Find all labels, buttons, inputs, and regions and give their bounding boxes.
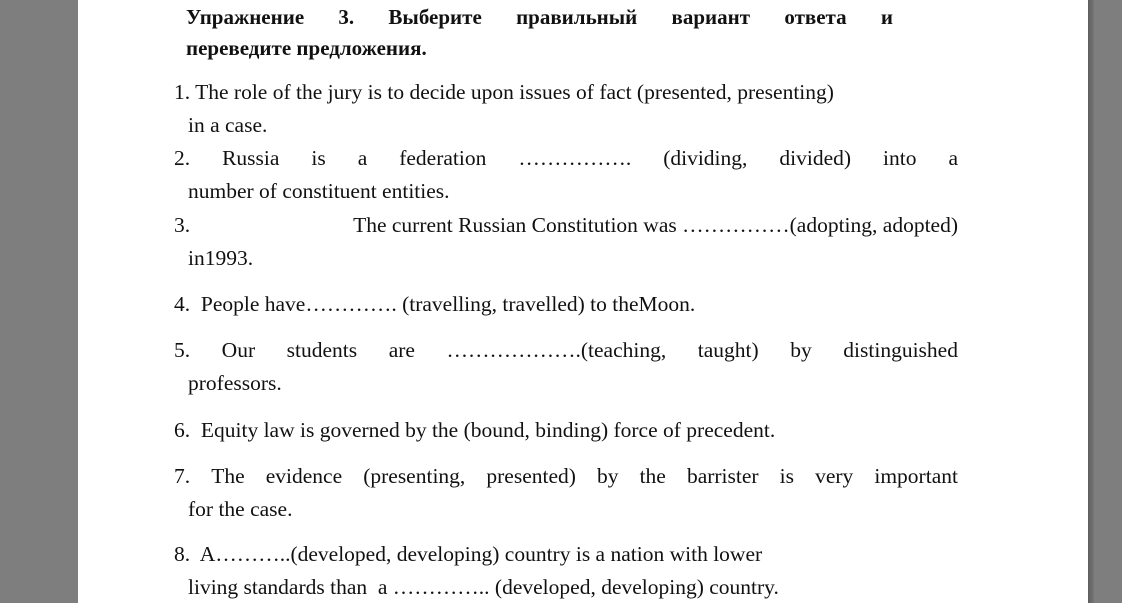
- item-word: (dividing,: [663, 146, 748, 170]
- item-word: a: [948, 146, 958, 170]
- item-continuation: number of constituent entities.: [188, 179, 450, 203]
- item-word: presented): [486, 464, 576, 488]
- item-word: evidence: [265, 464, 343, 488]
- item-first-line: [174, 334, 958, 367]
- heading-word: Выберите: [388, 5, 482, 29]
- item-first-line: [174, 288, 958, 321]
- item-word: federation: [399, 146, 487, 170]
- item-continuation: for the case.: [188, 497, 293, 521]
- item-text: 8. A………..(developed, developing) country is a nation with lower: [174, 542, 763, 566]
- exercise-item-2: [174, 142, 958, 208]
- item-continuation: living standards than a ………….. (developed, developing) country.: [188, 575, 779, 599]
- item-word: important: [874, 464, 958, 488]
- heading-line-1-words: [186, 2, 893, 33]
- item-word: very: [815, 464, 854, 488]
- item-text: 1. The role of the jury is to decide upon issues of fact (presented, presenting): [174, 80, 834, 104]
- item-text: The current Russian Constitution was ……………(adopting, adopted): [353, 213, 958, 237]
- item-word: The: [211, 464, 245, 488]
- heading-word: Упражнение: [186, 5, 305, 29]
- item-word: is: [779, 464, 794, 488]
- item-word: ……………….(teaching,: [446, 338, 667, 362]
- item-first-line: [174, 538, 958, 571]
- item-number: 3.: [174, 213, 191, 237]
- item-blank: …………….: [518, 146, 632, 170]
- item-word: distinguished: [843, 338, 958, 362]
- exercise-item-6: [174, 414, 958, 447]
- heading-word: правильный: [516, 5, 638, 29]
- heading-line-2: переведите предложения.: [186, 36, 427, 60]
- heading-word: вариант: [671, 5, 751, 29]
- item-word: 2.: [174, 146, 191, 170]
- item-text: 6. Equity law is governed by the (bound, binding) force of precedent.: [174, 418, 776, 442]
- item-word: by: [597, 464, 619, 488]
- item-text: 4. People have…………. (travelling, travelled) to theMoon.: [174, 292, 696, 316]
- item-word: 7.: [174, 464, 191, 488]
- exercise-heading: [186, 2, 893, 64]
- heading-word: и: [880, 5, 893, 29]
- item-continuation: in a case.: [188, 113, 268, 137]
- item-word: a: [357, 146, 368, 170]
- heading-word: ответа: [784, 5, 847, 29]
- exercise-item-1: [174, 76, 958, 142]
- page-edge-shadow: [1088, 0, 1094, 603]
- item-word: students: [286, 338, 358, 362]
- item-first-line: [174, 76, 958, 109]
- exercise-item-7: [174, 460, 958, 526]
- item-first-line: [174, 209, 958, 242]
- item-word: by: [790, 338, 812, 362]
- item-continuation: in1993.: [188, 246, 254, 270]
- heading-line-1: [186, 2, 893, 33]
- item-first-line: [174, 460, 958, 493]
- exercise-item-8: [174, 538, 958, 603]
- item-word: Russia: [222, 146, 280, 170]
- item-word: (presenting,: [363, 464, 466, 488]
- item-word: 5.: [174, 338, 191, 362]
- item-word: divided): [779, 146, 852, 170]
- item-word: is: [311, 146, 326, 170]
- item-word: Our: [221, 338, 256, 362]
- document-page: [78, 0, 1088, 603]
- exercise-item-5: [174, 334, 958, 400]
- exercise-item-3: [174, 209, 958, 275]
- item-word: into: [883, 146, 917, 170]
- item-continuation: professors.: [188, 371, 282, 395]
- exercise-item-4: [174, 288, 958, 321]
- item-first-line: [174, 142, 958, 175]
- item-word: are: [388, 338, 415, 362]
- item-word: taught): [697, 338, 759, 362]
- item-word: barrister: [686, 464, 759, 488]
- item-word: the: [639, 464, 666, 488]
- heading-word: 3.: [338, 5, 355, 29]
- item-first-line: [174, 414, 958, 447]
